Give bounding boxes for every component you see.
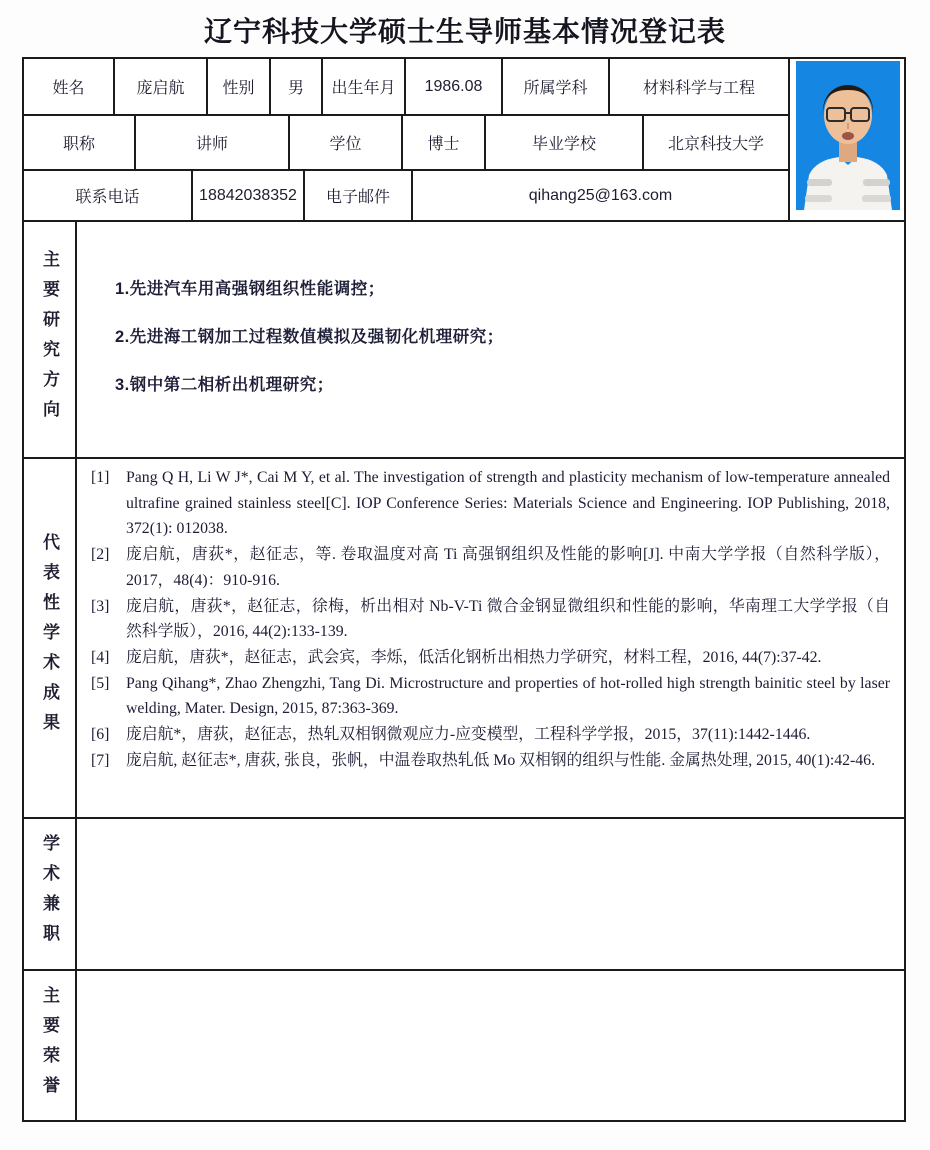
publication-text: 庞启航, 赵征志*, 唐荻, 张良，张帆，中温卷取热轧低 Mo 双相钢的组织与性能. 金属热处理, 2015, 40(1):42-46. bbox=[126, 751, 876, 769]
research-item: 2.先进海工钢加工过程数值模拟及强韧化机理研究； bbox=[115, 328, 504, 346]
publication-item bbox=[89, 671, 890, 722]
shirt-stripe bbox=[807, 179, 832, 186]
phone-value: 18842038352 bbox=[191, 171, 303, 220]
mouth-shape bbox=[842, 132, 854, 140]
academic-posts-content bbox=[75, 819, 904, 969]
name-value: 庞启航 bbox=[113, 59, 206, 114]
research-directions-list bbox=[77, 222, 904, 395]
publication-item bbox=[89, 722, 890, 748]
publication-text: Pang Qihang*, Zhao Zhengzhi, Tang Di. Microstructure and properties of hot-rolled high strength bainitic steel by laser welding, Mater. Design, 2015, 87:363-369. bbox=[126, 674, 890, 718]
publications-label: 代表性学术成果 bbox=[40, 533, 59, 743]
row-name-gender-birth bbox=[24, 59, 788, 114]
publication-item bbox=[89, 465, 890, 542]
shirt-stripe bbox=[863, 179, 890, 186]
publication-item bbox=[89, 594, 890, 645]
page-title: 辽宁科技大学硕士生导师基本情况登记表 bbox=[203, 16, 726, 47]
photo-cell bbox=[788, 59, 904, 220]
gender-label: 性别 bbox=[206, 59, 269, 114]
publication-item bbox=[89, 645, 890, 671]
research-directions-section bbox=[24, 220, 904, 457]
publications-section bbox=[24, 457, 904, 817]
jobtitle-value: 讲师 bbox=[134, 116, 288, 169]
gender-value: 男 bbox=[269, 59, 321, 114]
email-value: qihang25@163.com bbox=[411, 171, 788, 220]
honors-section bbox=[24, 969, 904, 1120]
row-phone-email bbox=[24, 169, 788, 220]
degree-label: 学位 bbox=[288, 116, 401, 169]
publication-marker: [1] bbox=[91, 469, 110, 486]
shirt-stripe bbox=[862, 195, 891, 202]
birth-value: 1986.08 bbox=[404, 59, 501, 114]
academic-posts-section bbox=[24, 817, 904, 969]
publications-list bbox=[77, 459, 904, 773]
research-item: 1.先进汽车用高强钢组织性能调控； bbox=[115, 280, 385, 298]
school-label: 毕业学校 bbox=[484, 116, 642, 169]
name-label: 姓名 bbox=[52, 80, 85, 97]
basic-info-section bbox=[24, 59, 904, 220]
registration-form-table bbox=[22, 57, 906, 1122]
publication-marker: [7] bbox=[91, 751, 110, 769]
publication-marker: [2] bbox=[91, 546, 110, 564]
publication-marker: [6] bbox=[91, 726, 110, 744]
birth-label: 出生年月 bbox=[321, 59, 404, 114]
publication-text: 庞启航，唐荻*，赵征志，徐梅，析出相对 Nb-V-Ti 微合金钢显微组织和性能的影响，华南理工大学学报（自然科学版），2016, 44(2):133-139. bbox=[126, 597, 890, 641]
academic-posts-label: 学术兼职 bbox=[40, 834, 59, 954]
publication-item bbox=[89, 542, 890, 593]
publication-text: 庞启航*，唐荻，赵征志，热轧双相钢微观应力-应变模型，工程科学学报，2015，37(11):1442-1446. bbox=[126, 726, 811, 744]
jobtitle-label: 职称 bbox=[62, 136, 95, 153]
honors-content bbox=[75, 971, 904, 1120]
discipline-label: 所属学科 bbox=[501, 59, 608, 114]
research-item: 3.钢中第二相析出机理研究； bbox=[115, 376, 334, 394]
publication-marker: [5] bbox=[91, 674, 110, 692]
honors-label: 主要荣誉 bbox=[40, 985, 59, 1106]
degree-value: 博士 bbox=[401, 116, 484, 169]
publication-text: 庞启航，唐荻*，赵征志，武会宾，李烁，低活化钢析出相热力学研究，材料工程，2016, 44(7):37-42. bbox=[126, 648, 822, 666]
portrait-photo bbox=[796, 61, 900, 210]
publication-marker: [4] bbox=[91, 648, 110, 666]
row-title-degree-school bbox=[24, 114, 788, 169]
research-directions-label: 主要研究方向 bbox=[40, 249, 59, 430]
publication-text: 庞启航，唐荻*，赵征志，等. 卷取温度对高 Ti 高强钢组织及性能的影响[J]. 中南大学学报（自然科学版），2017，48(4)：910-916. bbox=[126, 546, 890, 589]
publication-text: Pang Q H, Li W J*, Cai M Y, et al. The investigation of strength and plasticity mechanism of low-temperature annealed ultrafine grained stainless steel[C]. IOP Conference Series: Materials Science and Engineering. IOP Publishing, 2018, 372(1): 012038. bbox=[126, 469, 890, 538]
phone-label: 联系电话 bbox=[75, 189, 140, 206]
email-label: 电子邮件 bbox=[303, 171, 411, 220]
discipline-value: 材料科学与工程 bbox=[608, 59, 788, 114]
school-value: 北京科技大学 bbox=[642, 116, 788, 169]
shirt-stripe bbox=[805, 195, 832, 202]
publication-item bbox=[89, 748, 890, 774]
publication-marker: [3] bbox=[91, 597, 110, 615]
